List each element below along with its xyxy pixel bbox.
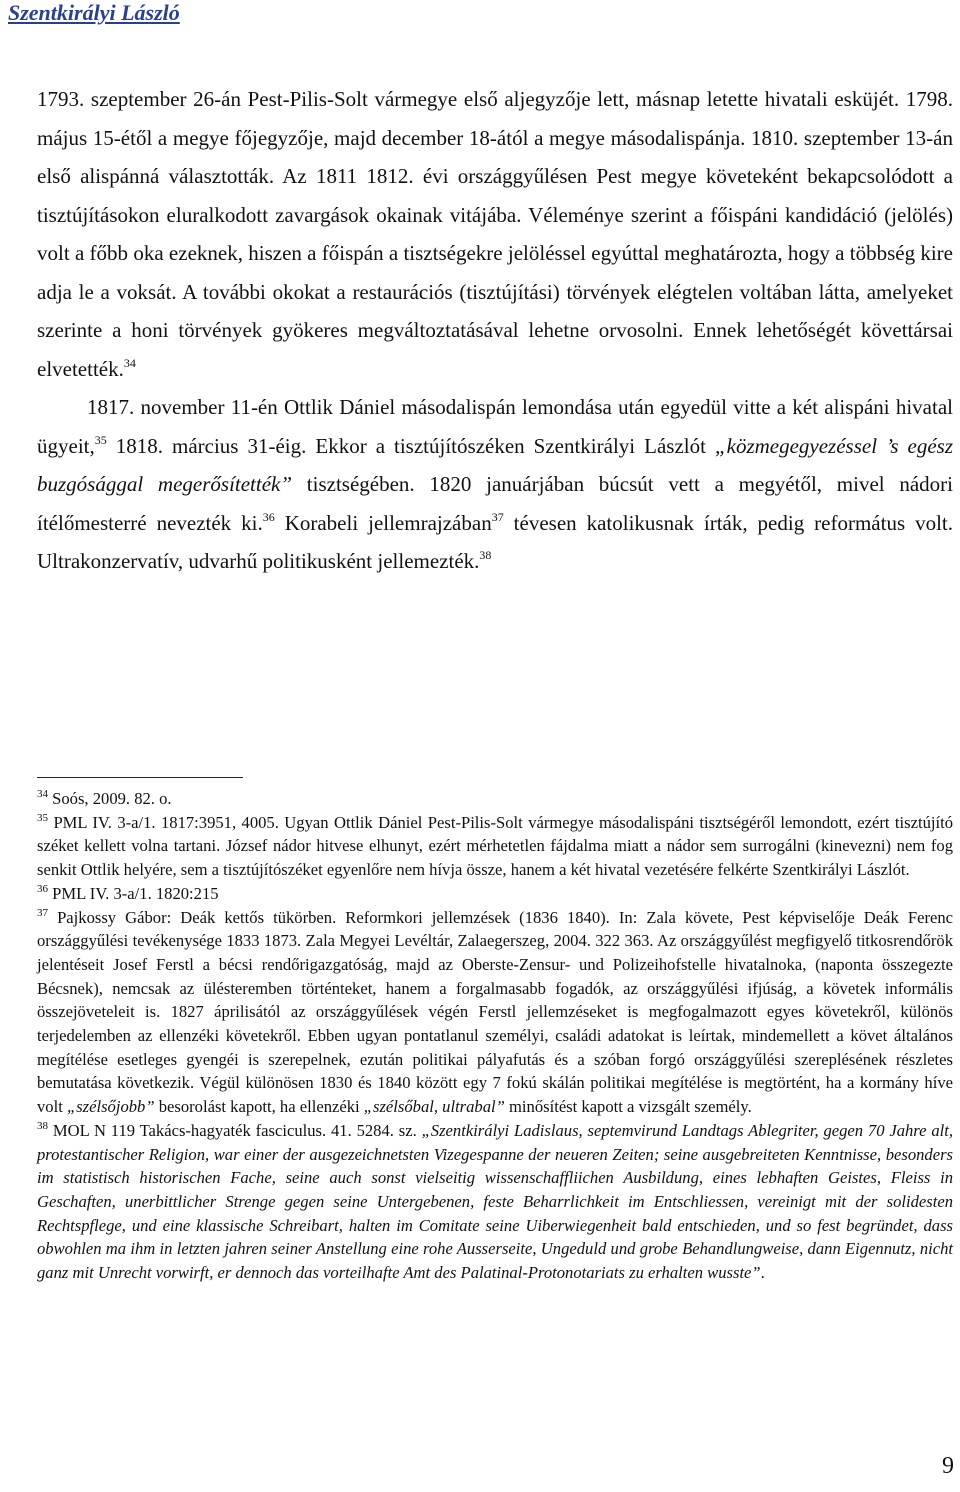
footnote-text: minősítést kapott a vizsgált személy. bbox=[504, 1097, 752, 1117]
footnote-text: PML IV. 3-a/1. 1817:3951, 4005. Ugyan Ottlik Dániel Pest-Pilis-Solt vármegye másodalispáni tisztségéről lemondott, ezért tisztújító széket kellett volna tartani. József nádor hitvese elhunyt, ezért mérhetetlen fájdalma miatt a nádor sem surrogálni (kinevezni) nem fog senkit Ottlik helyére, sem a tisztújítószéket egyenlőre nem hívja össze, hanem a két hivatal vezetésére felkérte Szentkirályi Lászlót. bbox=[37, 812, 954, 880]
footnote-number: 34 bbox=[37, 788, 48, 800]
footnote-separator bbox=[37, 777, 243, 778]
italic-quote: „szélsőbal, ultrabal” bbox=[363, 1097, 505, 1117]
paragraph-2 bbox=[37, 388, 953, 581]
footnotes bbox=[37, 787, 953, 1285]
paragraph-text: 1817. november 11-én Ottlik Dániel másodalispán lemondása után egyedül vitte a két alispáni hivatal ügyeit, bbox=[37, 395, 953, 458]
paragraph-text: Korabeli jellemrajzában bbox=[274, 510, 492, 535]
footnote-text: MOL N 119 Takács-hagyaték fasciculus. 41. 5284. sz. bbox=[52, 1120, 422, 1140]
footnote-number: 35 bbox=[37, 811, 48, 824]
footnote-ref[interactable]: 38 bbox=[479, 548, 492, 562]
footnote-36 bbox=[37, 882, 953, 906]
footnote-number: 37 bbox=[37, 906, 48, 919]
italic-quote: „közmegegyezéssel ’s egész buzgósággal megerősítették” bbox=[37, 433, 953, 496]
footnote-text: . bbox=[760, 1263, 765, 1283]
footnote-34 bbox=[37, 787, 953, 811]
footnote-text: PML IV. 3-a/1. 1820:215 bbox=[52, 883, 219, 903]
footnote-38 bbox=[37, 1119, 953, 1285]
paragraph-text: tisztségében. 1820 januárjában búcsút vett a megyétől, mivel nádori ítélőmesterré nevezték ki. bbox=[37, 472, 953, 535]
paragraph-1 bbox=[37, 80, 953, 388]
footnote-ref[interactable]: 34 bbox=[123, 355, 136, 370]
page-header: Szentkirályi László bbox=[8, 0, 180, 25]
footnote-ref[interactable]: 37 bbox=[491, 509, 504, 524]
footnote-text: besorolást kapott, ha ellenzéki bbox=[154, 1097, 364, 1117]
paragraph-text: 1818. március 31-éig. Ekkor a tisztújítószéken Szentkirályi Lászlót bbox=[106, 433, 715, 458]
footnote-37 bbox=[37, 906, 953, 1119]
page-number: 9 bbox=[942, 1453, 954, 1479]
footnote-number: 36 bbox=[37, 882, 48, 895]
footnote-35 bbox=[37, 811, 953, 882]
footnote-text: Pajkossy Gábor: Deák kettős tükörben. Reformkori jellemzések (1836 1840). In: Zala követe, Pest képviselője Deák Ferenc országgyűlési tevékenysége 1833 1873. Zala Megyei Levéltár, Zalaegerszeg, 2004. 322 363. Az országgyűlést megfigyelő titkosrendőrök jelentéseit Josef Ferstl a bécsi rendőrigazgatóság, majd az Oberste-Zensur- und Polizeihofstelle hivatalnoka, (naponta összegezte Bécsnek), nemcsak az ülésteremben történteket, hanem a forgalmasabb fogadók, az országgyűlési ifjúság, a követek informális összejöveteleit is. 1827 áprilisától az országgyűlések végén Ferstl jellemzéseket is megfogalmazott egyes követekről, különös terjedelemben az ellenzéki követekről. Ebben ugyan pontatlanul személyi, családi adatokat is leírtak, mindemellett a követ általános megítélése esetleges gyengéi is szerepelnek, ezután politikai pályafutás és a szóban forgó országgyűlési szereplésének részletes bemutatása következik. Végül különösen 1830 és 1840 között egy 7 fokú skálán politikai megítélése is megtörtént, ha a kormány híve volt bbox=[37, 907, 953, 1117]
footnote-ref[interactable]: 36 bbox=[262, 509, 275, 524]
paragraph-text: tévesen katolikusnak írták, pedig református volt. Ultrakonzervatív, udvarhű politikusként jellemezték. bbox=[37, 510, 954, 573]
main-text bbox=[37, 80, 953, 581]
paragraph-text: 1793. szeptember 26-án Pest-Pilis-Solt vármegye első aljegyzője lett, másnap letette hivatali esküjét. 1798. május 15-étől a megye főjegyzője, majd december 18-ától a megye másodalispánja. 1810. szeptember 13-án első alispánná választották. Az 1811 1812. évi országgyűlésen Pest megye követeként bekapcsolódott a tisztújításokon eluralkodott zavargások okainak vitájába. Véleménye szerint a főispáni kandidáció (jelölés) volt a főbb oka ezeknek, hiszen a főispán a tisztségekre jelöléssel egyúttal meghatározta, hogy a többség kire adja le a voksát. A további okokat a restaurációs (tisztújítási) törvények elégtelen voltában látta, amelyeket szerinte a honi törvények gyökeres megváltoztatásával lehetne orvosolni. Ennek lehetőségét követtársai elvetették. bbox=[37, 87, 953, 381]
footnote-text: Soós, 2009. 82. o. bbox=[52, 789, 172, 808]
footnote-ref[interactable]: 35 bbox=[94, 432, 107, 447]
italic-quote: „szélsőjobb” bbox=[66, 1097, 155, 1117]
footnote-number: 38 bbox=[37, 1119, 48, 1132]
italic-quote: „Szentkirályi Ladislaus, septemvirund Landtags Ablegriter, gegen 70 Jahre alt, protestantischer Religion, war einer der ausgezeichnetsten Vizegespanne der neueren Zeiten; seine ausgebreiteten Kenntnisse, besonders im statistisch historischen Fache, seine auch sonst vielseitig wissenschaffliichen Ausbildung, eines lebhaften Geistes, Fleiss in Geschaften, unerbittlicher Strenge gegen seine Untergebenen, feste Beharrlichkeit im Entschliessen, vereinigt mit der solidesten Rechtspflege, und eine klassische Schreibart, halten im Comitate seine Uiberwiegenheit bald entschieden, und so fest begründet, dass obwohlen ma ihm in letzten jahren seiner Anstellung eine rohe Ausserseite, Ungeduld und grobe Behandlungweise, dann Eigennutz, nicht ganz mit Unrecht vorwirft, er dennoch das vorteilhafte Amt des Palatinal-Protonotariats zu erhalten wusste” bbox=[37, 1120, 954, 1283]
